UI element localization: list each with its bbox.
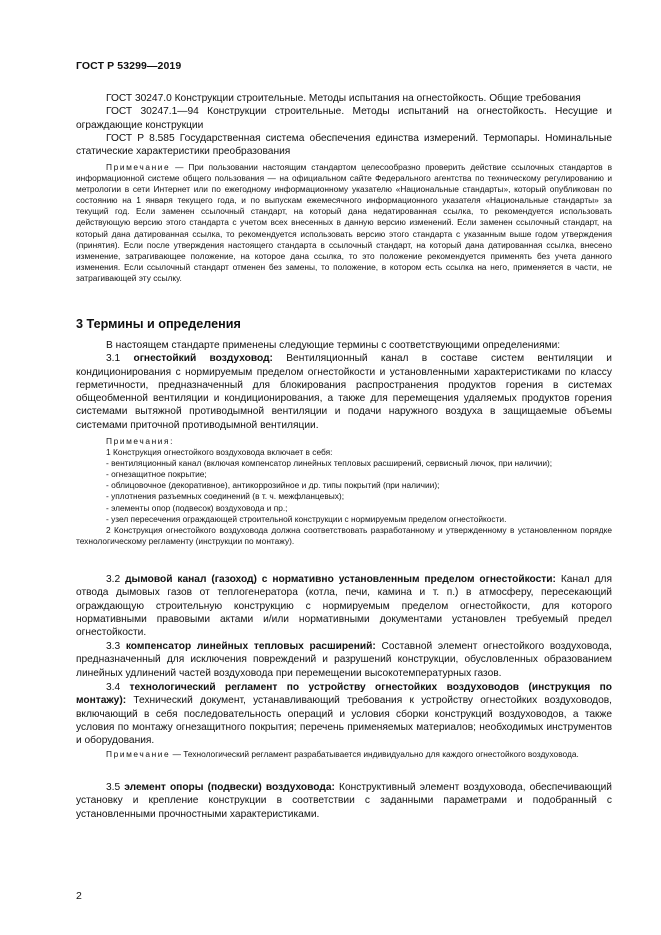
section-3-body [76,339,612,432]
term-definition: Вентиляционный канал в составе систем вентиляции и кондиционирования с нормируемым пределом огнестойкости и установленными характеристиками по классу герметичности, предназначенный для блокирования распространения продуктов горения в системах общеобменной вентиляции и кондиционирования, а также для перемещения удаляемых продуктов горения системами вытяжной противодымной вентиляции и подачи наружного воздуха в защищаемые объемы системами приточной противодымной вентиляции. [76,353,612,431]
term-name: элемент опоры (подвески) воздуховода: [124,782,335,793]
term-definition: Конструктивный элемент воздуховода, обеспечивающий установку и крепление конструкции в соответствии с заданными параметрами и подобранный с установленными прочностными характеристиками. [76,782,612,820]
term-3-4 [76,681,612,747]
notes-label: Примечания: [106,436,175,446]
term-3-1 [76,352,612,432]
reference-item: ГОСТ Р 8.585 Государственная система обеспечения единства измерений. Термопары. Номинальные статические характеристики преобразования [76,132,612,158]
note-list-item: - огнезащитное покрытие; [106,469,207,480]
note-text: — При пользовании настоящим стандартом целесообразно проверить действие ссылочных стандартов в информационной системе общего пользования — на официальном сайте Федерального агентства по техническому регулированию и метрологии в сети Интернет или по ежегодному информационному указателю «Национальные стандарты», который опубликован по состоянию на 1 января текущего года, и по выпускам ежемесячного информационного указателя «Национальные стандарты» за текущий год. Если заменен ссылочный стандарт, на который дана недатированная ссылка, то рекомендуется использовать действующую версию этого стандарта с учетом всех внесенных в данную версию изменений. Если заменен ссылочный стандарт, на который дана датированная ссылка, то рекомендуется использовать версию этого стандарта с указанным выше годом утверждения (принятия). Если после утверждения настоящего стандарта в ссылочный стандарт, на который дана датированная ссылка, внесено изменение, затрагивающее положение, на которое дана ссылка, то это положение рекомендуется применять без учета данного изменения. Если ссылочный стандарт отменен без замены, то положение, в котором есть ссылка на него, применяется в части, не затрагивающей эту ссылку. [76,162,612,283]
term-number: 3.3 [106,641,126,652]
term-number: 3.4 [106,682,130,693]
section-intro: В настоящем стандарте применены следующие термины с соответствующими определениями: [106,340,561,351]
note-text: — Технологический регламент разрабатывается индивидуально для каждого огнестойкого воздуховода. [170,749,579,759]
term-3-5-block [76,781,612,821]
term-3-2 [76,573,612,639]
term-3-5 [76,781,612,821]
references-note [76,162,612,284]
note-item: 1 Конструкция огнестойкого воздуховода включает в себя: [106,447,333,458]
term-3-4-block [76,681,612,747]
notes-3-1 [76,436,612,547]
references-block [76,92,612,158]
note-item: 2 Конструкция огнестойкого воздуховода должна соответствовать разработанному и утвержденному в установленном порядке технологическому регламенту (инструкции по монтажу). [76,524,612,546]
term-number: 3.5 [106,782,125,793]
note-3-4 [76,749,612,760]
note-list-item: - уплотнения разъемных соединений (в т. ч. межфланцевых); [106,491,345,502]
note-list-item: - узел пересечения ограждающей строительной конструкции с нормируемым пределом огнестойкости. [106,513,507,524]
term-3-3-block [76,640,612,680]
note-list-item: - облицовочное (декоративное), антикоррозийное и др. типы покрытий (при наличии); [106,480,440,491]
term-definition: Технический документ, устанавливающий требования к устройству огнестойких воздуховодов, включающий в себя последовательность операций и условия сборки конструкций воздуховодов, а также условия по монтажу огнезащитного покрытия; перечень применяемых материалов; необходимых инструментов и оборудования. [76,695,612,747]
note-list-item: - элементы опор (подвесок) воздуховода и пр.; [106,502,288,513]
reference-item: ГОСТ 30247.1—94 Конструкции строительные. Методы испытаний на огнестойкость. Несущие и ограждающие конструкции [76,106,612,131]
term-name: компенсатор линейных тепловых расширений: [125,641,376,652]
term-definition: Канал для отвода дымовых газов от теплогенератора (котла, печи, камина и т. п.) в атмосферу, пересекающий ограждающую строительную конструкцию с нормируемым пределом огнестойкости, для которого нормативными правовыми актами и/или нормативными документами установлен требуемый предел огнестойкости. [76,574,612,639]
section-3 [76,317,612,331]
page-number: 2 [76,890,82,902]
note-list-item: - вентиляционный канал (включая компенсатор линейных тепловых расширений, сервисный лючок, при наличии); [106,458,553,469]
term-number: 3.1 [106,353,134,365]
term-3-3 [76,640,612,680]
standard-header: ГОСТ Р 53299—2019 [76,60,182,72]
note-label: Примечание [106,162,171,172]
term-definition: Составной элемент огнестойкого воздуховода, предназначенный для исключения повреждений и разрушений конструкции, обусловленных образованием линейных удлинений частей воздуховода при перемещении высокотемпературных газов. [76,641,612,679]
term-name: огнестойкий воздуховод: [133,353,273,365]
reference-item: ГОСТ 30247.0 Конструкции строительные. Методы испытания на огнестойкость. Общие требования [106,93,581,104]
note-label: Примечание [106,749,171,759]
section-title: 3 Термины и определения [76,317,241,331]
term-number: 3.2 [106,574,126,585]
term-3-2-block [76,573,612,639]
term-name: дымовой канал (газоход) с нормативно установленным пределом огнестойкости: [125,574,556,585]
term-name: технологический регламент по устройству огнестойких воздуховодов (инструкция по монтажу): [76,682,612,707]
